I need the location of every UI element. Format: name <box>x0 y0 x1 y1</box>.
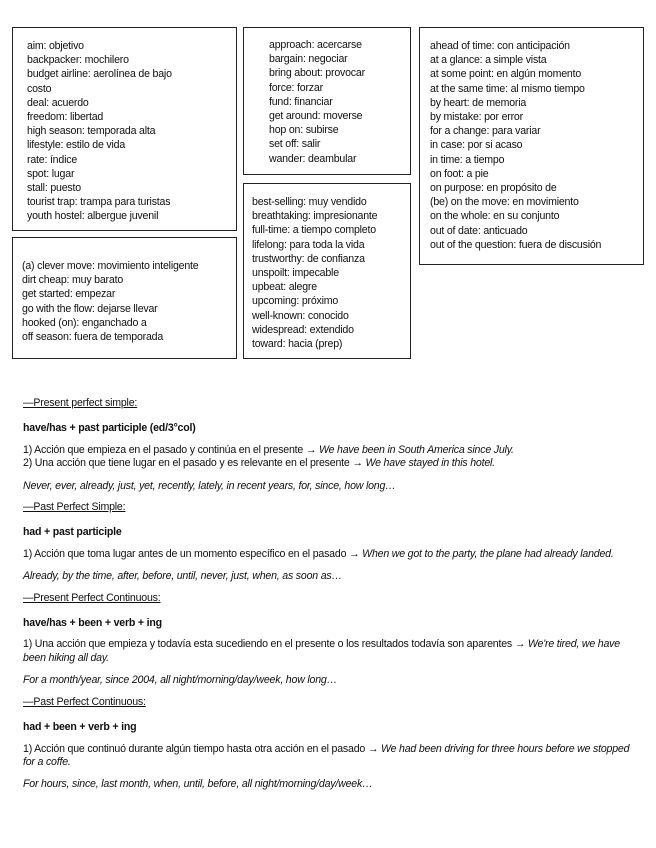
section-heading: —Present perfect simple: <box>23 397 138 409</box>
vocab-entry: (a) clever move: movimiento inteligente <box>22 260 199 272</box>
usage-example: We have been in South America since July. <box>319 443 514 456</box>
vocab-entry: at a glance: a simple vista <box>430 54 547 67</box>
vocab-entry: on the whole: en su conjunto <box>430 210 560 223</box>
time-markers: For hours, since, last month, when, until, before, all night/morning/day/week… <box>23 778 373 791</box>
vocab-entry: go with the flow: dejarse llevar <box>22 302 158 315</box>
time-markers: Already, by the time, after, before, until, never, just, when, as soon as… <box>23 570 342 583</box>
vocab-entry: for a change: para variar <box>430 125 541 138</box>
section-formula: had + past participle <box>23 526 122 539</box>
vocab-entry: out of date: anticuado <box>430 224 528 237</box>
section-formula: have/has + been + verb + ing <box>23 617 162 630</box>
vocab-entry: at some point: en algún momento <box>430 68 582 81</box>
vocab-entry: high season: temporada alta <box>27 125 156 138</box>
section-present-perfect-continuous <box>23 592 633 688</box>
vocab-entry: by mistake: por error <box>430 111 523 124</box>
section-heading: —Present Perfect Continuous: <box>23 591 161 604</box>
vocab-entry: set off: salir <box>269 138 321 151</box>
vocab-entry: get around: moverse <box>269 110 363 123</box>
vocab-entry: in case: por si acaso <box>430 139 523 152</box>
usage-text: 1) Acción que empieza en el pasado y continúa en el presente → <box>23 443 319 456</box>
vocab-entry: off season: fuera de temporada <box>22 331 164 344</box>
vocab-entry: stall: puesto <box>27 182 81 195</box>
vocab-entry: in time: a tiempo <box>430 153 505 166</box>
usage-line <box>23 444 633 457</box>
vocab-entry: aim: objetivo <box>27 40 84 52</box>
vocab-box-nouns <box>12 27 237 231</box>
vocab-box-expressions <box>12 237 237 359</box>
vocab-entry: bargain: negociar <box>269 53 348 66</box>
vocab-entry: costo <box>27 82 52 95</box>
section-formula: have/has + past participle (ed/3°col) <box>23 422 196 435</box>
vocab-entry: out of the question: fuera de discusión <box>430 238 602 251</box>
vocab-entry: by heart: de memoria <box>430 96 527 109</box>
vocab-entry: get started: empezar <box>22 288 116 301</box>
usage-example: We're tired, we have been hiking all day. <box>23 638 620 664</box>
section-past-perfect-continuous <box>23 696 633 792</box>
vocab-entry: deal: acuerdo <box>27 96 89 109</box>
vocab-entry: ahead of time: con anticipación <box>430 40 570 52</box>
vocab-entry: on foot: a pie <box>430 167 489 180</box>
usage-line <box>23 457 633 470</box>
vocab-entry: breathtaking: impresionante <box>252 210 378 223</box>
vocab-entry: rate: índice <box>27 153 78 166</box>
vocab-entry: spot: lugar <box>27 167 75 180</box>
vocab-entry: lifelong: para toda la vida <box>252 238 365 251</box>
vocab-entry: well-known: conocido <box>252 309 349 322</box>
vocab-entry: full-time: a tiempo completo <box>252 224 376 237</box>
vocab-entry: upbeat: alegre <box>252 281 317 294</box>
section-usage <box>23 548 633 561</box>
vocab-box-adjectives <box>243 183 411 359</box>
vocab-entry: toward: hacia (prep) <box>252 338 343 351</box>
grammar-notes <box>23 397 633 800</box>
usage-text: 2) Una acción que tiene lugar en el pasado y es relevante en el presente → <box>23 457 366 470</box>
vocab-entry: widespread: extendido <box>252 323 354 336</box>
usage-example: When we got to the party, the plane had already landed. <box>362 547 614 560</box>
vocab-entry: hop on: subirse <box>269 124 339 137</box>
vocab-entry: fund: financiar <box>269 95 333 108</box>
vocab-entry: force: forzar <box>269 81 323 94</box>
section-usage <box>23 743 633 770</box>
usage-text: 1) Acción que toma lugar antes de un momento específico en el pasado → <box>23 547 363 560</box>
usage-line <box>23 638 633 665</box>
vocab-entry: budget airline: aerolínea de bajo <box>27 68 172 81</box>
section-past-perfect-simple <box>23 501 633 584</box>
vocab-entry: at the same time: al mismo tiempo <box>430 82 585 95</box>
vocab-entry: best-selling: muy vendido <box>252 196 367 208</box>
vocab-entry: backpacker: mochilero <box>27 54 129 67</box>
vocab-box-phrases <box>419 27 644 265</box>
vocab-entry: (be) on the move: en movimiento <box>430 196 579 209</box>
section-present-perfect-simple <box>23 397 633 493</box>
usage-text: 1) Una acción que empieza y todavía esta sucediendo en el presente o los resultados todavía son aparentes → <box>23 638 528 651</box>
usage-example: We had been driving for three hours before we stopped for a coffe. <box>23 742 630 768</box>
section-usage <box>23 638 633 665</box>
usage-text: 1) Acción que continuó durante algún tiempo hasta otra acción en el pasado → <box>23 742 381 755</box>
section-usage <box>23 444 633 471</box>
vocab-entry: freedom: libertad <box>27 111 104 124</box>
vocab-entry: tourist trap: trampa para turistas <box>27 196 171 209</box>
vocab-entry: unspoilt: impecable <box>252 267 339 280</box>
usage-example: We have stayed in this hotel. <box>365 457 495 470</box>
time-markers: Never, ever, already, just, yet, recently, lately, in recent years, for, since, how long… <box>23 479 396 492</box>
time-markers: For a month/year, since 2004, all night/morning/day/week, how long… <box>23 674 338 687</box>
vocab-entry: youth hostel: albergue juvenil <box>27 210 159 223</box>
vocab-entry: wander: deambular <box>269 152 357 165</box>
usage-line <box>23 548 633 561</box>
vocab-entry: approach: acercarse <box>269 39 362 51</box>
usage-line <box>23 743 633 770</box>
section-heading: —Past Perfect Simple: <box>23 501 126 514</box>
vocab-box-verbs <box>243 27 411 175</box>
vocab-entry: on purpose: en propósito de <box>430 182 557 195</box>
section-heading: —Past Perfect Continuous: <box>23 695 146 708</box>
section-formula: had + been + verb + ing <box>23 721 137 734</box>
vocab-entry: bring about: provocar <box>269 67 365 80</box>
vocab-entry: trustworthy: de confianza <box>252 252 365 265</box>
vocab-entry: hooked (on): enganchado a <box>22 316 147 329</box>
vocab-entry: dirt cheap: muy barato <box>22 274 124 287</box>
vocab-entry: lifestyle: estilo de vida <box>27 139 126 152</box>
vocab-entry: upcoming: próximo <box>252 295 339 308</box>
